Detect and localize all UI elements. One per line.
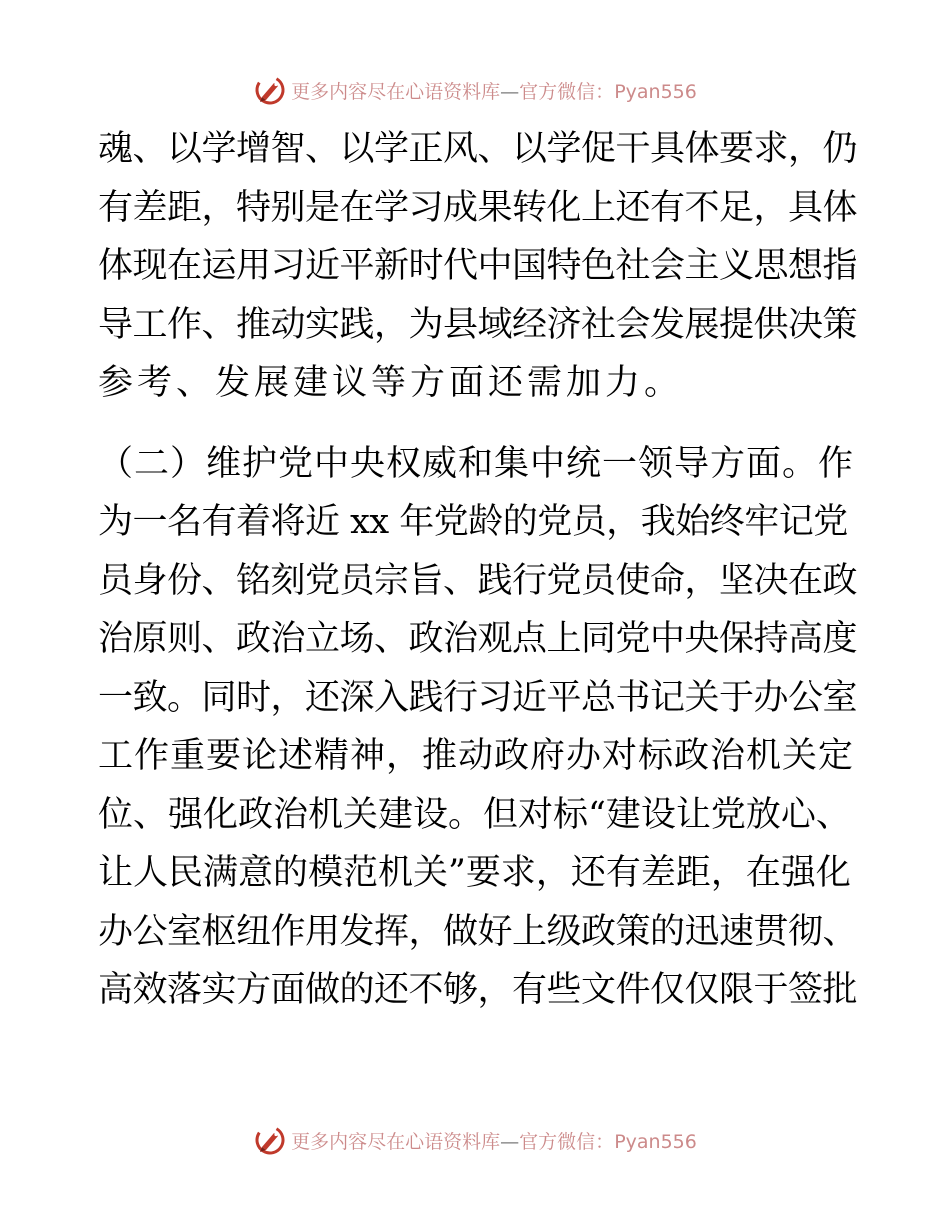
watermark-contact-label: 官方微信： (519, 1130, 615, 1153)
text-line: 高效落实方面做的还不够，有些文件仅仅限于签批 (98, 970, 858, 1010)
text-line: 导工作、推动实践，为县域经济社会发展提供决策 (98, 304, 858, 345)
watermark-slogan: 更多内容尽在心语资料库 (291, 1130, 501, 1153)
text-line: 魂、以学增智、以学正风、以学促干具体要求，仍 (98, 129, 858, 169)
red-pen-circle-logo-icon (253, 1123, 287, 1157)
footer-watermark (0, 1120, 950, 1160)
paragraph-1 (98, 120, 858, 413)
text-line: 工作重要论述精神，推动政府办对标政治机关定 (98, 736, 855, 776)
watermark-contact-id: Pyan556 (614, 80, 697, 103)
watermark-dash: — (500, 1130, 520, 1153)
text-line: 治原则、政治立场、政治观点上同党中央保持高度 (98, 619, 858, 659)
watermark-slogan: 更多内容尽在心语资料库 (291, 80, 501, 103)
red-pen-circle-logo-icon (253, 73, 287, 107)
text-line: 体现在运用习近平新时代中国特色社会主义思想指 (98, 246, 858, 286)
text-line: （二）维护党中央权威和集中统一领导方面。作 (98, 443, 855, 484)
text-line: 有差距，特别是在学习成果转化上还有不足，具体 (98, 187, 858, 228)
text-line: 员身份、铭刻党员宗旨、践行党员使命，坚决在政 (98, 560, 858, 601)
text-line: 为一名有着将近 xx 年党龄的党员，我始终牢记党 (98, 502, 848, 542)
paragraph-2 (98, 435, 858, 1020)
document-body (98, 120, 858, 1020)
text-line: 参考、发展建议等方面还需加力。 (98, 363, 684, 403)
paragraph-gap (98, 413, 858, 435)
watermark-contact-id: Pyan556 (614, 1130, 697, 1153)
text-line: 位、强化政治机关建设。但对标“建设让党放心、 (98, 794, 851, 835)
watermark-dash: — (500, 80, 520, 103)
watermark-text (291, 1127, 697, 1154)
watermark-contact-label: 官方微信： (519, 80, 615, 103)
text-line: 一致。同时，还深入践行习近平总书记关于办公室 (98, 677, 858, 718)
watermark-text (291, 77, 697, 104)
header-watermark (0, 70, 950, 110)
text-line: 让人民满意的模范机关”要求，还有差距，在强化 (98, 853, 851, 893)
text-line: 办公室枢纽作用发挥，做好上级政策的迅速贯彻、 (98, 911, 858, 952)
